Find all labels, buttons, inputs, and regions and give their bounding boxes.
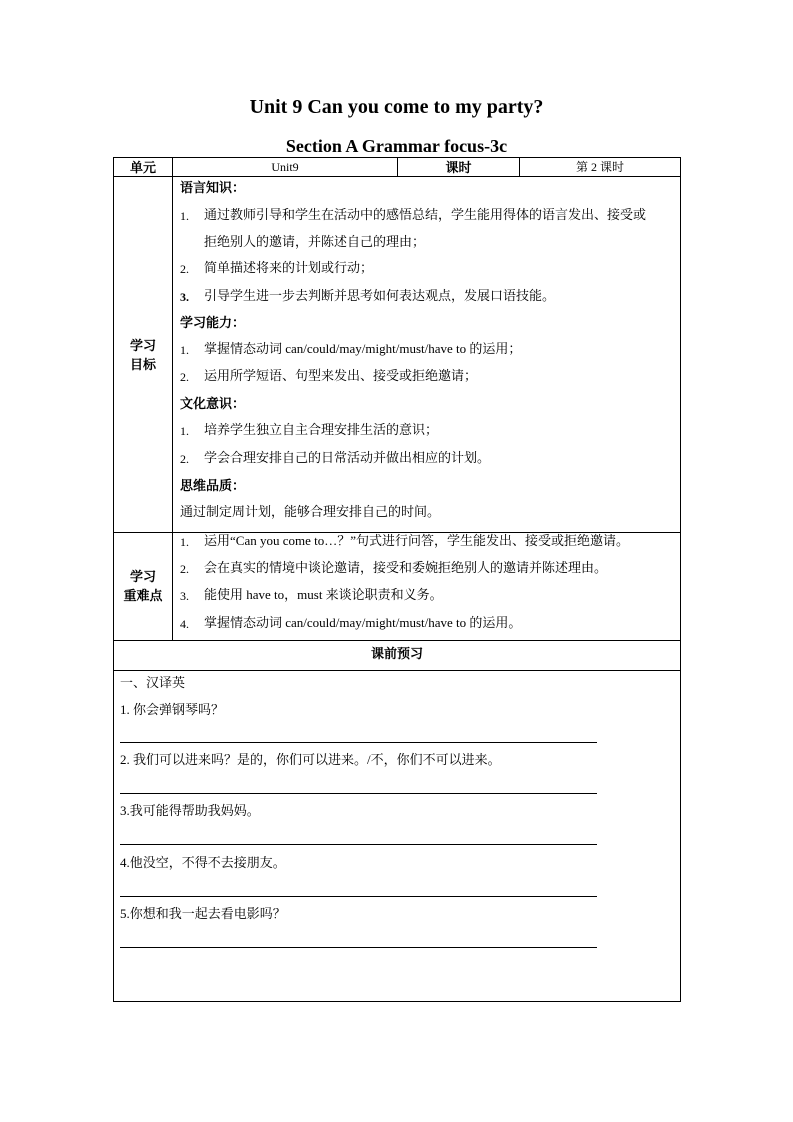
section-heading-thinking: 思维品质：	[180, 478, 246, 493]
objective-text: 通过制定周计划，能够合理安排自己的时间。	[180, 504, 441, 519]
objective-text: 通过教师引导和学生在活动中的感悟总结，学生能用得体的语言发出、接受或	[204, 207, 647, 222]
answer-line[interactable]	[120, 844, 597, 845]
item-number: 2.	[180, 452, 189, 466]
item-number: 1.	[180, 535, 189, 549]
answer-line[interactable]	[120, 947, 597, 948]
objective-text: 掌握情态动词 can/could/may/might/must/have to 的运用；	[204, 341, 522, 356]
row-divider	[114, 640, 680, 641]
item-number: 2.	[180, 562, 189, 576]
objective-text: 运用所学短语、句型来发出、接受或拒绝邀请；	[204, 368, 478, 383]
item-number: 1.	[180, 209, 189, 223]
answer-line[interactable]	[120, 742, 597, 743]
page-subtitle: Section A Grammar focus-3c	[285, 136, 508, 156]
item-number: 2.	[180, 370, 189, 384]
objectives-label-line2: 目标	[129, 357, 156, 372]
question-text: 2. 我们可以进来吗？是的，你们可以进来。/不，你们不可以进来。	[120, 752, 501, 767]
row-divider	[114, 670, 680, 671]
item-number: 1.	[180, 424, 189, 438]
item-number: 3.	[180, 589, 189, 603]
section-heading-language: 语言知识：	[180, 180, 246, 195]
question-text: 3.我可能得帮助我妈妈。	[120, 803, 260, 818]
objective-text: 培养学生独立自主合理安排生活的意识；	[204, 422, 439, 437]
unit-value: Unit9	[271, 160, 299, 174]
objective-text: 引导学生进一步去判断并思考如何表达观点，发展口语技能。	[204, 288, 556, 303]
objective-text: 简单描述将来的计划或行动；	[204, 260, 374, 275]
objectives-label	[114, 336, 172, 374]
item-number: 3.	[180, 290, 189, 304]
key-point-text: 会在真实的情境中谈论邀请，接受和委婉拒绝别人的邀请并陈述理由。	[204, 560, 608, 575]
objectives-label-line1: 学习	[129, 338, 156, 353]
page-title: Unit 9 Can you come to my party?	[249, 96, 544, 118]
key-point-text: 运用“Can you come to…？”句式进行问答，学生能发出、接受或拒绝邀请。	[204, 533, 629, 548]
item-number: 1.	[180, 343, 189, 357]
answer-line[interactable]	[120, 793, 597, 794]
item-number: 2.	[180, 262, 189, 276]
section-heading-culture: 文化意识：	[180, 396, 246, 411]
section-heading-ability: 学习能力：	[180, 315, 246, 330]
key-point-text: 掌握情态动词 can/could/may/might/must/have to 的运用。	[204, 615, 522, 630]
key-points-label-line1: 学习	[129, 569, 156, 584]
key-points-label-line2: 重难点	[123, 588, 163, 603]
objective-text: 拒绝别人的邀请，并陈述自己的理由；	[204, 234, 426, 249]
preview-section-title: 一、汉译英	[120, 675, 186, 690]
answer-line[interactable]	[120, 896, 597, 897]
question-text: 4.他没空，不得不去接朋友。	[120, 855, 286, 870]
unit-label: 单元	[129, 160, 156, 175]
row-divider	[114, 176, 680, 177]
column-divider	[172, 158, 173, 640]
lesson-plan-table	[113, 157, 681, 1002]
objective-text: 学会合理安排自己的日常活动并做出相应的计划。	[204, 450, 491, 465]
question-text: 1. 你会弹钢琴吗？	[120, 702, 225, 717]
period-label: 课时	[445, 160, 472, 175]
question-text: 5.你想和我一起去看电影吗？	[120, 906, 286, 921]
period-value: 第 2 课时	[575, 160, 624, 174]
preview-heading: 课前预习	[370, 646, 423, 661]
key-points-label	[114, 567, 172, 605]
key-point-text: 能使用 have to，must 来谈论职责和义务。	[204, 587, 443, 602]
item-number: 4.	[180, 617, 189, 631]
